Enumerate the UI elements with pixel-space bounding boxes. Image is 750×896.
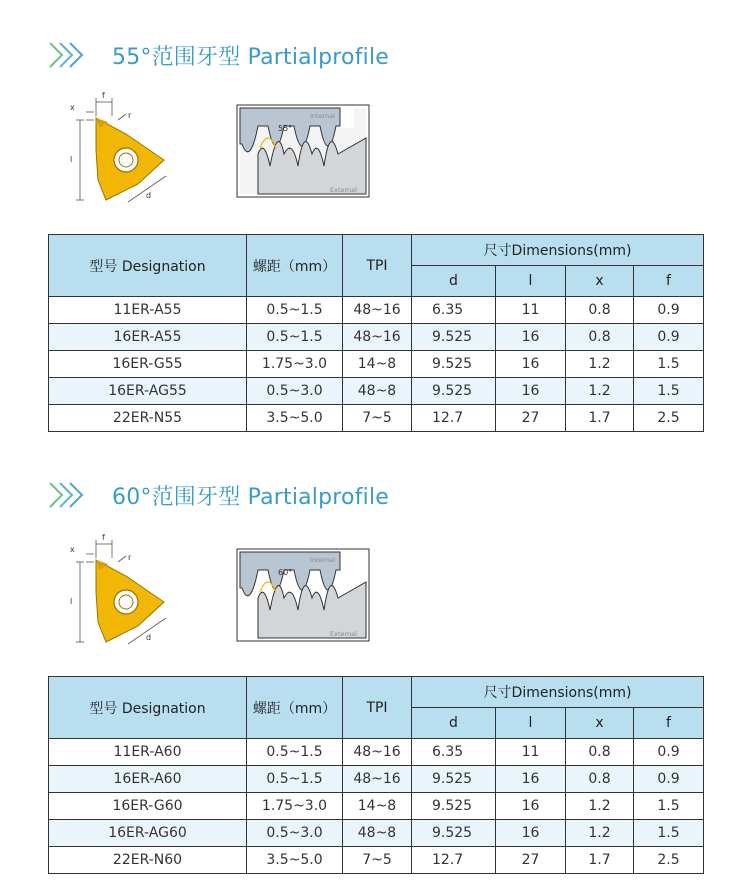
cell-l: 27 [496,847,566,874]
cell-tpi: 48~16 [343,739,412,766]
cell-tpi: 48~16 [343,324,412,351]
header-dimensions: 尺寸Dimensions(mm) [412,235,704,266]
thread-profile-drawing [236,548,370,642]
thread-profile-drawing [236,104,370,198]
cell-designation: 11ER-A55 [49,297,247,324]
table-row [49,847,704,874]
double-chevron-right-icon [48,480,100,510]
cell-f: 2.5 [634,847,704,874]
dim-label-f: f [102,533,105,542]
cell-designation: 16ER-A55 [49,324,247,351]
section-title-row [48,478,389,512]
cell-f: 1.5 [634,351,704,378]
cell-pitch: 0.5~1.5 [247,297,343,324]
cell-designation: 16ER-A60 [49,766,247,793]
section-title-row [48,38,389,72]
header-pitch: 螺距（mm） [247,677,343,739]
header-x: x [566,708,634,739]
cell-tpi: 48~16 [343,766,412,793]
cell-d: 9.525 [412,351,496,378]
cell-pitch: 3.5~5.0 [247,405,343,432]
header-l: l [496,266,566,297]
thread-insert-drawing [66,532,176,650]
cell-d: 12.7 [412,847,496,874]
profile-angle-label: 55° [278,124,293,133]
cell-pitch: 0.5~1.5 [247,324,343,351]
dim-label-r: r [128,111,132,120]
cell-x: 1.2 [566,820,634,847]
cell-f: 2.5 [634,405,704,432]
cell-f: 0.9 [634,739,704,766]
cell-designation: 16ER-AG55 [49,378,247,405]
cell-f: 1.5 [634,793,704,820]
cell-f: 0.9 [634,324,704,351]
spec-table [48,676,704,874]
header-tpi: TPI [343,677,412,739]
profile-label-internal: Internal [310,556,336,564]
dim-label-d: d [146,191,152,200]
table-row [49,351,704,378]
cell-pitch: 1.75~3.0 [247,793,343,820]
cell-x: 1.2 [566,351,634,378]
cell-l: 11 [496,739,566,766]
cell-tpi: 14~8 [343,351,412,378]
cell-x: 0.8 [566,297,634,324]
header-dimensions: 尺寸Dimensions(mm) [412,677,704,708]
dim-label-l: l [70,597,73,606]
cell-l: 16 [496,378,566,405]
cell-x: 0.8 [566,739,634,766]
header-f: f [634,266,704,297]
cell-designation: 11ER-A60 [49,739,247,766]
table-row [49,405,704,432]
table-row [49,297,704,324]
profile-angle-label: 60° [278,568,293,577]
header-d: d [412,708,496,739]
thread-insert-drawing [66,90,176,208]
cell-l: 16 [496,766,566,793]
header-pitch: 螺距（mm） [247,235,343,297]
header-l: l [496,708,566,739]
cell-pitch: 0.5~3.0 [247,820,343,847]
cell-tpi: 14~8 [343,793,412,820]
cell-d: 6.35 [412,297,496,324]
cell-tpi: 48~8 [343,378,412,405]
cell-f: 1.5 [634,820,704,847]
cell-designation: 16ER-G55 [49,351,247,378]
cell-x: 0.8 [566,324,634,351]
cell-designation: 16ER-AG60 [49,820,247,847]
cell-pitch: 0.5~1.5 [247,766,343,793]
cell-tpi: 7~5 [343,847,412,874]
cell-d: 9.525 [412,793,496,820]
cell-pitch: 0.5~1.5 [247,739,343,766]
dim-label-d: d [146,633,152,642]
cell-x: 1.2 [566,378,634,405]
cell-pitch: 1.75~3.0 [247,351,343,378]
section-title: 60°范围牙型 Partialprofile [112,484,390,510]
cell-d: 9.525 [412,324,496,351]
double-chevron-right-icon [48,40,100,70]
profile-label-external: External [330,630,357,638]
cell-pitch: 3.5~5.0 [247,847,343,874]
cell-designation: 16ER-G60 [49,793,247,820]
dim-label-x: x [70,545,75,554]
table-row [49,766,704,793]
cell-x: 0.8 [566,766,634,793]
cell-x: 1.2 [566,793,634,820]
dim-label-f: f [102,91,105,100]
cell-d: 9.525 [412,820,496,847]
cell-x: 1.7 [566,847,634,874]
header-x: x [566,266,634,297]
table-row [49,820,704,847]
cell-d: 6.35 [412,739,496,766]
table-row [49,793,704,820]
cell-f: 0.9 [634,297,704,324]
dim-label-x: x [70,103,75,112]
cell-d: 9.525 [412,766,496,793]
table-row [49,739,704,766]
cell-tpi: 48~16 [343,297,412,324]
cell-x: 1.7 [566,405,634,432]
header-f: f [634,708,704,739]
cell-l: 16 [496,820,566,847]
cell-designation: 22ER-N55 [49,405,247,432]
cell-l: 11 [496,297,566,324]
cell-designation: 22ER-N60 [49,847,247,874]
section-title: 55°范围牙型 Partialprofile [112,44,390,70]
header-tpi: TPI [343,235,412,297]
header-designation: 型号 Designation [49,677,247,739]
cell-d: 9.525 [412,378,496,405]
profile-label-internal: Internal [310,112,336,120]
dim-label-r: r [128,553,132,562]
spec-table [48,234,704,432]
cell-d: 12.7 [412,405,496,432]
cell-tpi: 48~8 [343,820,412,847]
cell-f: 1.5 [634,378,704,405]
dim-label-l: l [70,155,73,164]
table-row [49,378,704,405]
cell-l: 27 [496,405,566,432]
profile-label-external: External [330,186,357,194]
cell-l: 16 [496,351,566,378]
header-d: d [412,266,496,297]
table-row [49,324,704,351]
header-designation: 型号 Designation [49,235,247,297]
cell-tpi: 7~5 [343,405,412,432]
cell-l: 16 [496,324,566,351]
cell-pitch: 0.5~3.0 [247,378,343,405]
cell-l: 16 [496,793,566,820]
cell-f: 0.9 [634,766,704,793]
